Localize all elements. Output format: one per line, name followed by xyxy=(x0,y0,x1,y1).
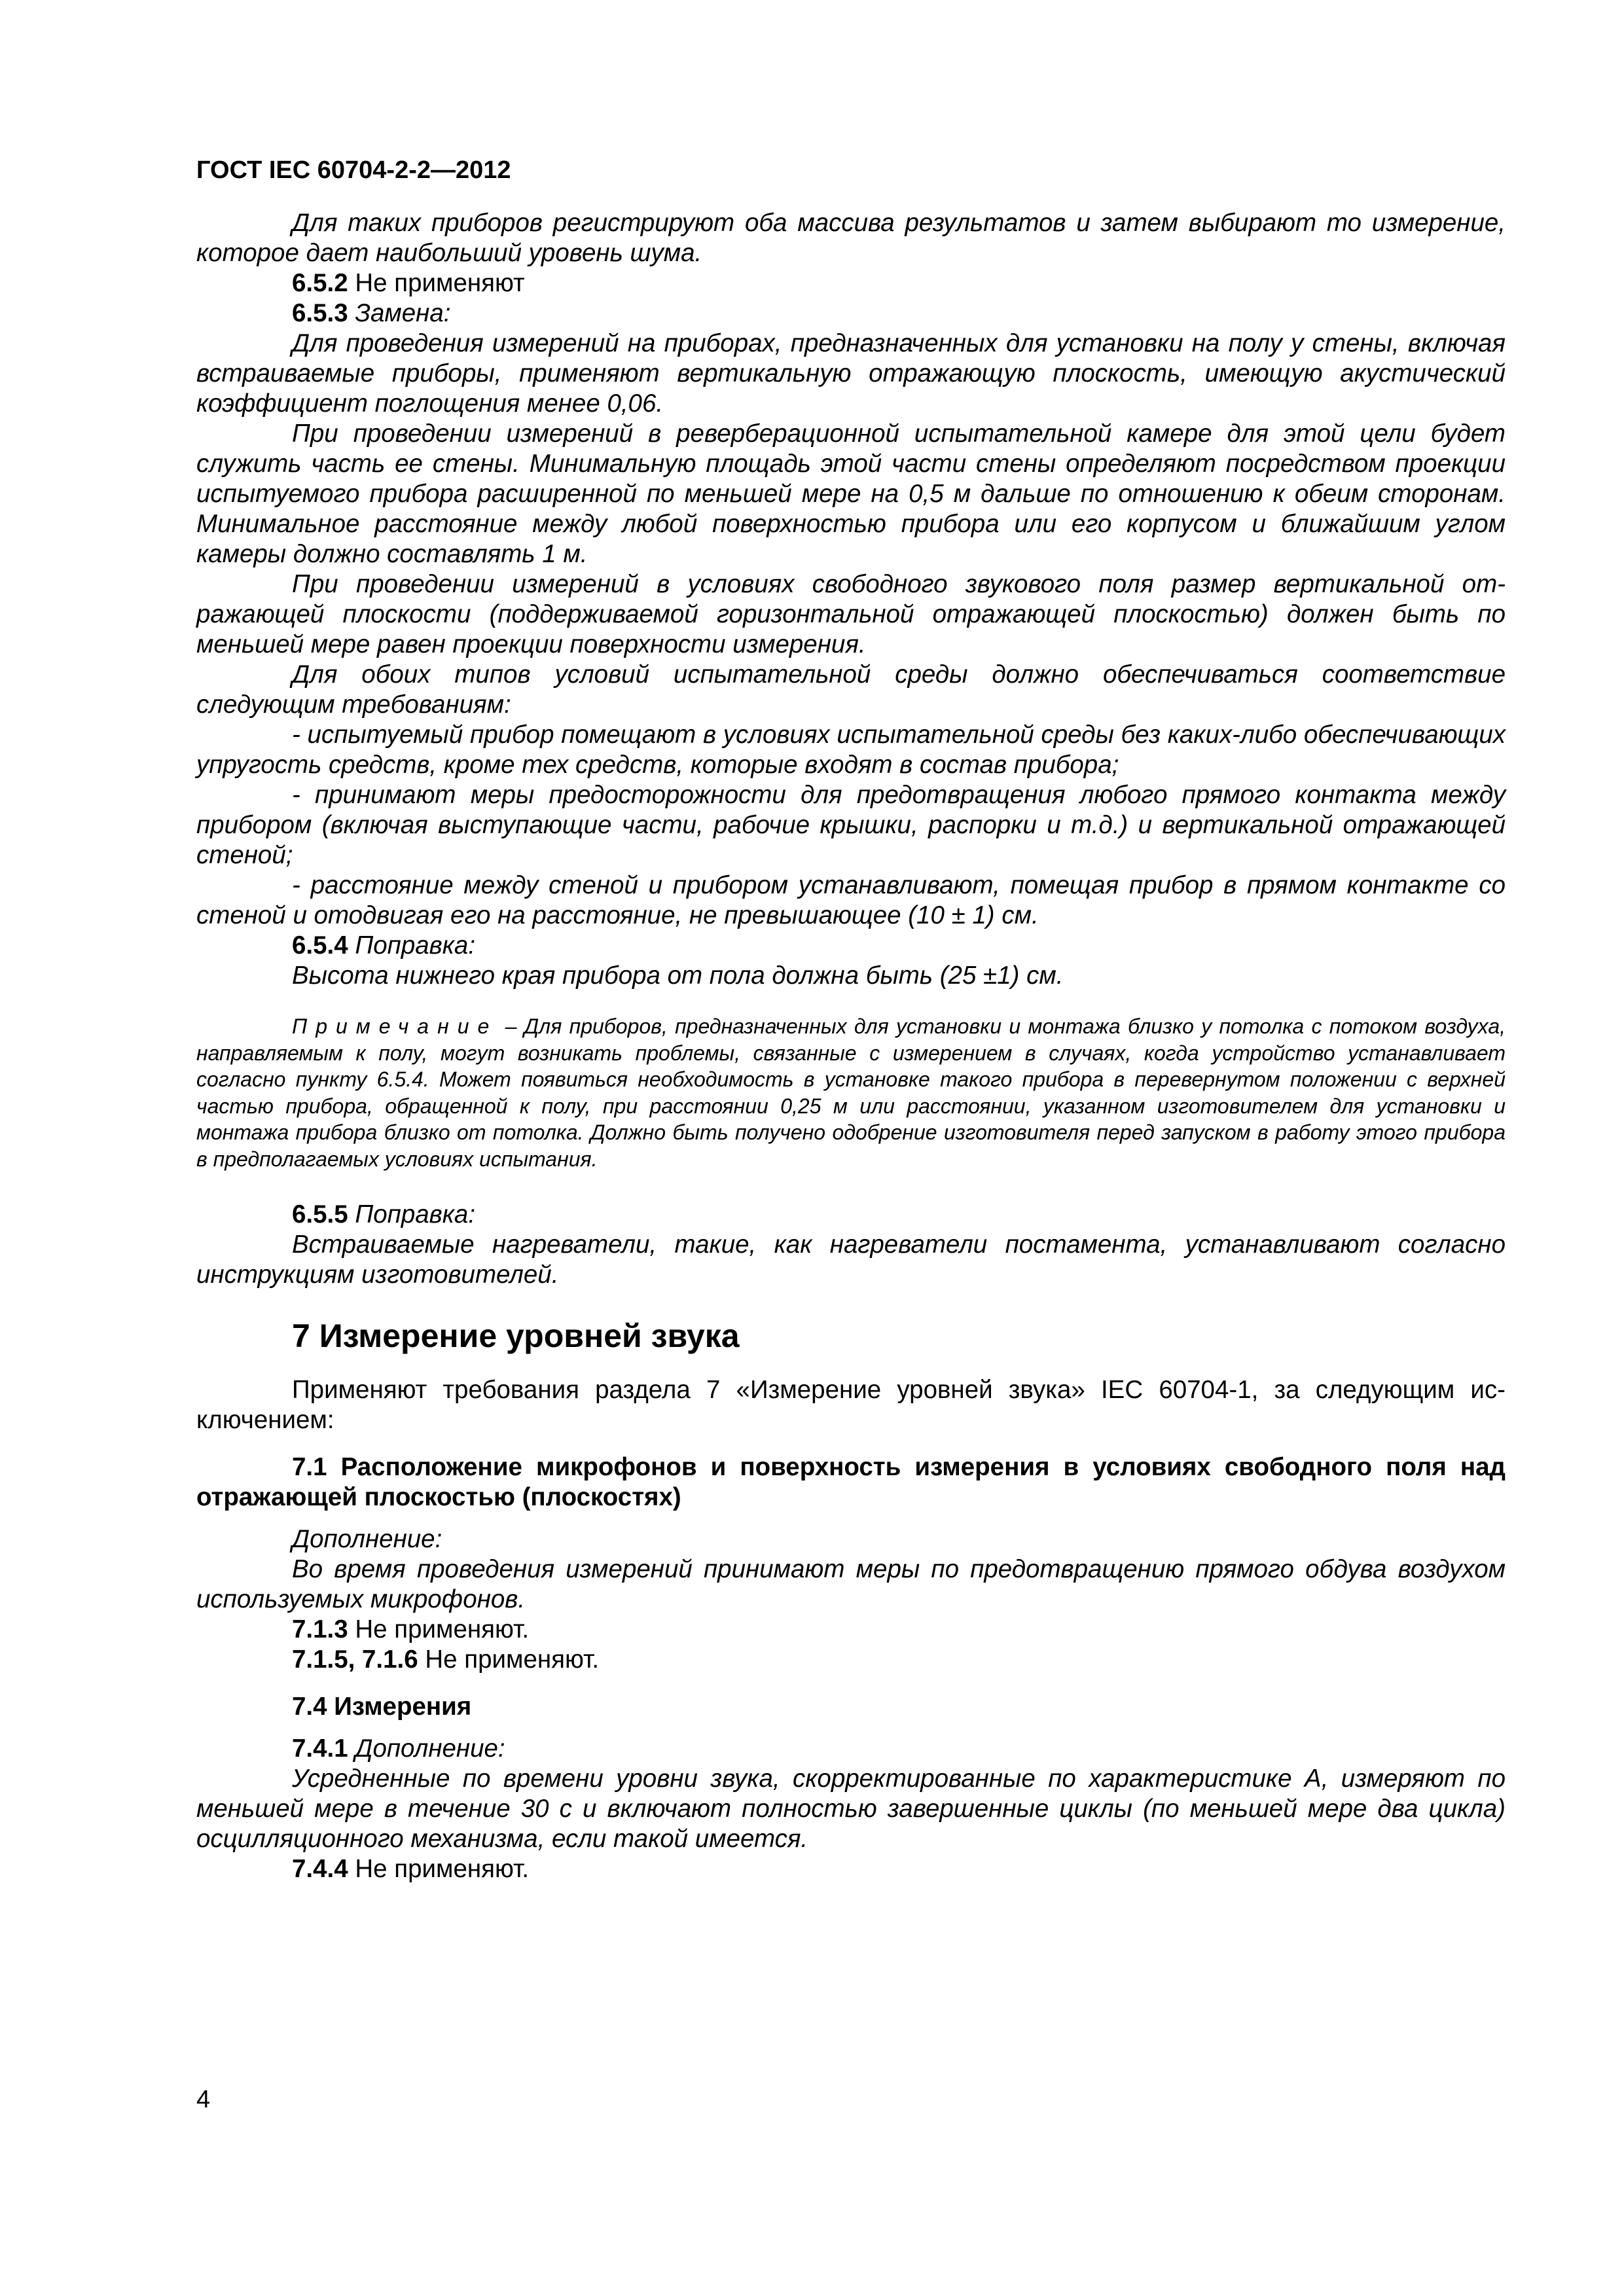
document-page xyxy=(196,154,1506,1884)
paragraph: Высота нижнего края прибора от пола должна быть (25 ±1) см. xyxy=(292,961,1064,990)
note xyxy=(196,1013,1506,1172)
clause-number: 6.5.2 xyxy=(292,269,348,297)
note-label: Примечание xyxy=(292,1014,498,1038)
clause-number: 6.5.3 xyxy=(292,299,348,327)
clause-text: Не применяют. xyxy=(348,1855,530,1883)
clause-text: Не применяют. xyxy=(348,1615,530,1643)
clause-number: 7.1.3 xyxy=(292,1615,348,1643)
note-text: – Для приборов, предназначенных для установки и монтажа близко у потолка с потоком воздуха, направляемым к полу, могут возникать проблемы, связанные с измерением в случаях, когда устройство устанавливает согласно пункту 6.5.4. Может появиться необходимость в установке такого прибора в перевернутом положении с верхней частью прибора, обращенной к полу, при расстоянии 0,25 м или расстоянии, указанном изготовителем для установки и монтажа прибора близко от потолка. Должно быть получено одобрение изготовителя перед запуском в работу этого прибора в предполагаемых условиях испытания. xyxy=(196,1014,1506,1171)
clause-number: 7.4.4 xyxy=(292,1855,348,1883)
paragraph: При проведении измерений в реверберационной испытательной камере для этой цели будет служить часть ее стены. Минимальную площадь этой части стены определяют посредством проекции испытуемого прибора расширенной по меньшей мере на 0,5 м дальше по отношению к обеим сторонам. Минимальное расстояние между любой поверхностью прибора или его корпусом и ближайшим углом камеры должно составлять 1 м. xyxy=(196,420,1506,568)
paragraph: Усредненные по времени уровни звука, скорректированные по характеристике А, измеряют по меньшей мере в течение 30 с и включают полностью завершенные циклы (по меньшей мере два цикла) осцилляционного механизма, если такой имеется. xyxy=(196,1765,1506,1853)
clause-text: Не применяют xyxy=(348,269,525,297)
clause-label: Дополнение: xyxy=(348,1734,505,1763)
section-title: 7 Измерение уровней звука xyxy=(292,1318,740,1354)
paragraph: Во время проведения измерений принимают меры по предотвращению прямого обдува воздухом используемых микрофонов. xyxy=(196,1555,1506,1613)
clause-label: Дополнение: xyxy=(292,1525,442,1553)
subsection-title: 7.4 Измерения xyxy=(292,1693,472,1721)
page-number: 4 xyxy=(196,2086,211,2113)
clause-label: Поправка: xyxy=(348,1200,476,1229)
list-item: - расстояние между стеной и прибором устанавливают, помещая прибор в прямом контакте со стеной и отодвигая его на расстояние, не превышающее (10 ± 1) см. xyxy=(196,871,1506,929)
clause-label: Поправка: xyxy=(348,931,476,960)
clause-text: Не применяют. xyxy=(418,1645,600,1674)
clause-number: 7.1.5, 7.1.6 xyxy=(292,1645,418,1674)
paragraph: Для обоих типов условий испытательной среды должно обеспечиваться соответствие следующим требованиям: xyxy=(196,660,1506,719)
list-item: - принимают меры предосторожности для предотвращения любого прямого контакта между прибором (включая выступающие части, рабочие крышки, распорки и т.д.) и вертикальной отражающей стеной; xyxy=(196,781,1506,869)
clause-6-5-3 xyxy=(196,298,1506,329)
clause-7-1-3 xyxy=(196,1615,1506,1645)
paragraph: Для проведения измерений на приборах, предназначенных для установки на полу у стены, включая встраиваемые приборы, применяют вертикальную отражающую плоскость, имеющую акустический коэффициент поглощения менее 0,06. xyxy=(196,329,1506,418)
clause-number: 6.5.5 xyxy=(292,1200,348,1229)
paragraph: Применяют требования раздела 7 «Измерение уровней звука» IEC 60704-1, за следующим исключением: xyxy=(196,1376,1506,1434)
page-header: ГОСТ IEC 60704-2-2—2012 xyxy=(196,156,511,184)
clause-number: 6.5.4 xyxy=(292,931,348,960)
clause-label: Замена: xyxy=(348,299,451,327)
paragraph: Встраиваемые нагреватели, такие, как нагреватели постамента, устанавливают согласно инструкциям изготовителей. xyxy=(196,1230,1506,1289)
subsection-title: 7.1 Расположение микрофонов и поверхность измерения в условиях свободного поля над отражающей плоскостью (плоскостях) xyxy=(196,1453,1506,1511)
clause-number: 7.4.1 xyxy=(292,1734,348,1763)
paragraph: При проведении измерений в условиях свободного звукового поля размер вертикальной отражающей плоскости (поддерживаемой горизонтальной отражающей плоскостью) должен быть по меньшей мере равен проекции поверхности измерения. xyxy=(196,570,1506,658)
clause-7-4-4 xyxy=(196,1854,1506,1884)
paragraph: Для таких приборов регистрируют оба массива результатов и затем выбирают то измерение, которое дает наибольший уровень шума. xyxy=(196,209,1506,267)
clause-7-4-1 xyxy=(196,1734,1506,1764)
clause-6-5-4 xyxy=(196,931,1506,961)
list-item: - испытуемый прибор помещают в условиях испытательной среды без каких-либо обеспечивающих упругость средств, кроме тех средств, которые входят в состав прибора; xyxy=(196,721,1506,779)
clause-6-5-5 xyxy=(196,1200,1506,1230)
clause-6-5-2 xyxy=(196,268,1506,298)
clause-7-1-5 xyxy=(196,1645,1506,1675)
